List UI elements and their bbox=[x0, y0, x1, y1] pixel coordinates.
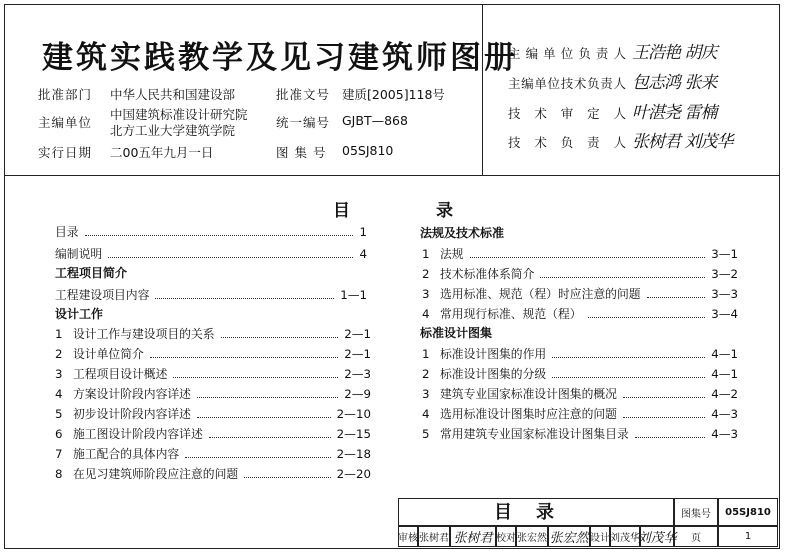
leader-dots bbox=[552, 377, 705, 378]
toc-entry-text: 常用现行标准、规范（程） bbox=[440, 307, 582, 321]
toc-entry-text: 法规 bbox=[440, 247, 464, 261]
toc-entry-text: 目录 bbox=[55, 225, 79, 239]
leader-dots bbox=[647, 297, 706, 298]
toc-entry-num: 4 bbox=[55, 387, 63, 401]
page-title: 建筑实践教学及见习建筑师图册 bbox=[42, 40, 518, 76]
signoff-label: 技术审定人 bbox=[508, 106, 626, 121]
toc-entry-num: 2 bbox=[422, 267, 430, 281]
signature: 王浩艳 胡庆 bbox=[632, 43, 717, 63]
atlas-value: 05SJ810 bbox=[718, 498, 778, 526]
toc-entry[interactable] bbox=[422, 365, 738, 382]
meta-value-editor-2: 北方工业大学建筑学院 bbox=[110, 123, 236, 138]
toc-section-heading: 法规及技术标准 bbox=[420, 226, 505, 240]
leader-dots bbox=[540, 277, 705, 278]
toc-entry[interactable] bbox=[55, 286, 367, 303]
design-label: 设计 bbox=[590, 526, 610, 547]
review-name: 张树君 bbox=[418, 526, 450, 547]
toc-section-heading: 工程项目简介 bbox=[55, 266, 128, 280]
leader-dots bbox=[155, 298, 334, 299]
leader-dots bbox=[244, 477, 331, 478]
toc-entry[interactable] bbox=[422, 285, 738, 302]
leader-dots bbox=[623, 417, 705, 418]
toc-heading-right: 录 bbox=[436, 201, 453, 221]
toc-entry-page: 1—1 bbox=[340, 288, 367, 302]
toc-entry-num: 3 bbox=[55, 367, 63, 381]
meta-label-editor: 主编单位 bbox=[38, 115, 93, 130]
signoff-label: 技术负责人 bbox=[508, 135, 626, 150]
signoff-row bbox=[508, 98, 716, 123]
leader-dots bbox=[108, 257, 353, 258]
signoff-row bbox=[508, 38, 716, 63]
leader-dots bbox=[470, 257, 706, 258]
signoff-label: 主编单位负责人 bbox=[508, 46, 626, 61]
toc-entry-page: 4—3 bbox=[711, 427, 738, 441]
meta-label-effective-date: 实行日期 bbox=[38, 145, 93, 160]
toc-entry-page: 3—2 bbox=[711, 267, 738, 281]
toc-entry-text: 施工图设计阶段内容详述 bbox=[73, 427, 203, 441]
meta-label-atlas-no: 图 集 号 bbox=[276, 145, 327, 160]
toc-entry-num: 6 bbox=[55, 427, 63, 441]
toc-entry-num: 8 bbox=[55, 467, 63, 481]
toc-entry-text: 在见习建筑师阶段应注意的问题 bbox=[73, 467, 239, 481]
review-label: 审核 bbox=[398, 526, 418, 547]
toc-entry-text: 标准设计图集的分级 bbox=[440, 367, 547, 381]
toc-entry-page: 4—2 bbox=[711, 387, 738, 401]
check-label: 校对 bbox=[496, 526, 516, 547]
toc-entry-num: 7 bbox=[55, 447, 63, 461]
check-signature: 张宏然 bbox=[548, 526, 590, 547]
title-block-title: 目录 bbox=[398, 498, 674, 526]
leader-dots bbox=[85, 235, 354, 236]
toc-entry-num: 4 bbox=[422, 307, 430, 321]
toc-entry-page: 3—4 bbox=[711, 307, 738, 321]
toc-entry-num: 3 bbox=[422, 287, 430, 301]
toc-entry-num: 4 bbox=[422, 407, 430, 421]
leader-dots bbox=[588, 317, 706, 318]
toc-entry-text: 标准设计图集的作用 bbox=[440, 347, 547, 361]
toc-entry[interactable] bbox=[55, 465, 371, 482]
toc-entry[interactable] bbox=[422, 385, 738, 402]
toc-entry-num: 1 bbox=[422, 247, 430, 261]
meta-value-approval-no: 建质[2005]118号 bbox=[342, 87, 445, 102]
toc-entry-text: 工程项目设计概述 bbox=[73, 367, 168, 381]
toc-entry[interactable] bbox=[422, 305, 738, 322]
toc-entry-num: 1 bbox=[55, 327, 63, 341]
toc-entry-page: 2—9 bbox=[344, 387, 371, 401]
leader-dots bbox=[209, 437, 331, 438]
toc-entry[interactable] bbox=[55, 365, 371, 382]
toc-entry-page: 2—1 bbox=[344, 327, 371, 341]
header-divider-vertical bbox=[482, 4, 483, 175]
toc-entry-text: 选用标准、规范（程）时应注意的问题 bbox=[440, 287, 641, 301]
toc-entry[interactable] bbox=[55, 325, 371, 342]
toc-entry-page: 1 bbox=[359, 225, 367, 239]
toc-entry-text: 施工配合的具体内容 bbox=[73, 447, 180, 461]
leader-dots bbox=[197, 397, 338, 398]
header-divider bbox=[4, 175, 779, 176]
meta-label-approval-no: 批准文号 bbox=[276, 87, 331, 102]
leader-dots bbox=[623, 397, 705, 398]
toc-entry[interactable] bbox=[55, 445, 371, 462]
toc-entry-page: 4 bbox=[359, 247, 367, 261]
toc-entry-text: 编制说明 bbox=[55, 247, 103, 261]
toc-entry[interactable] bbox=[55, 425, 371, 442]
leader-dots bbox=[221, 337, 339, 338]
toc-entry[interactable] bbox=[422, 265, 738, 282]
toc-entry-text: 初步设计阶段内容详述 bbox=[73, 407, 191, 421]
toc-entry-text: 设计工作与建设项目的关系 bbox=[73, 327, 215, 341]
toc-entry-text: 建筑专业国家标准设计图集的概况 bbox=[440, 387, 617, 401]
leader-dots bbox=[173, 377, 338, 378]
check-name: 张宏然 bbox=[516, 526, 548, 547]
toc-entry[interactable] bbox=[55, 245, 367, 262]
toc-entry-page: 2—1 bbox=[344, 347, 371, 361]
signature: 叶湛尧 雷楠 bbox=[632, 103, 717, 123]
design-signature: 刘茂华 bbox=[640, 526, 674, 547]
leader-dots bbox=[185, 457, 330, 458]
toc-entry[interactable] bbox=[55, 345, 371, 362]
leader-dots bbox=[635, 437, 705, 438]
review-signature: 张树君 bbox=[450, 526, 496, 547]
signature: 包志鸿 张来 bbox=[632, 73, 717, 93]
toc-entry-page: 4—3 bbox=[711, 407, 738, 421]
leader-dots bbox=[552, 357, 705, 358]
meta-value-effective-date: 二00五年九月一日 bbox=[110, 145, 214, 160]
toc-entry-page: 2—10 bbox=[336, 407, 371, 421]
toc-entry-page: 2—18 bbox=[336, 447, 371, 461]
toc-entry-text: 设计单位简介 bbox=[73, 347, 144, 361]
signature: 张树君 刘茂华 bbox=[632, 132, 733, 152]
toc-entry-page: 4—1 bbox=[711, 347, 738, 361]
meta-value-editor-1: 中国建筑标准设计研究院 bbox=[110, 107, 248, 122]
meta-value-unified-no: GJBT—868 bbox=[342, 113, 408, 128]
toc-entry[interactable] bbox=[55, 385, 371, 402]
toc-entry-page: 3—3 bbox=[711, 287, 738, 301]
toc-entry[interactable] bbox=[55, 405, 371, 422]
toc-entry[interactable] bbox=[422, 405, 738, 422]
toc-entry[interactable] bbox=[422, 425, 738, 442]
meta-value-approval-dept: 中华人民共和国建设部 bbox=[110, 87, 236, 102]
atlas-label: 图集号 bbox=[674, 498, 718, 526]
title-block bbox=[398, 498, 778, 547]
leader-dots bbox=[197, 417, 331, 418]
toc-entry[interactable] bbox=[422, 245, 738, 262]
toc-entry-page: 3—1 bbox=[711, 247, 738, 261]
page-value: 1 bbox=[718, 526, 778, 547]
toc-entry-num: 2 bbox=[422, 367, 430, 381]
toc-entry-text: 工程建设项目内容 bbox=[55, 288, 150, 302]
toc-section-heading: 标准设计图集 bbox=[420, 326, 493, 340]
meta-label-approval-dept: 批准部门 bbox=[38, 87, 93, 102]
signoff-row bbox=[508, 68, 716, 93]
meta-value-atlas-no: 05SJ810 bbox=[342, 143, 394, 158]
leader-dots bbox=[150, 357, 338, 358]
toc-entry-num: 3 bbox=[422, 387, 430, 401]
toc-entry-text: 方案设计阶段内容详述 bbox=[73, 387, 191, 401]
toc-entry-page: 4—1 bbox=[711, 367, 738, 381]
toc-entry-num: 1 bbox=[422, 347, 430, 361]
signoff-label: 主编单位技术负责人 bbox=[508, 76, 626, 91]
toc-entry-num: 5 bbox=[55, 407, 63, 421]
toc-section-heading: 设计工作 bbox=[55, 307, 104, 321]
toc-entry-text: 选用标准设计图集时应注意的问题 bbox=[440, 407, 617, 421]
toc-heading-left: 目 bbox=[333, 201, 350, 221]
meta-label-unified-no: 统一编号 bbox=[276, 115, 331, 130]
toc-entry[interactable] bbox=[422, 345, 738, 362]
toc-entry[interactable] bbox=[55, 223, 367, 240]
toc-entry-text: 常用建筑专业国家标准设计图集目录 bbox=[440, 427, 629, 441]
page-label: 页 bbox=[674, 526, 718, 547]
toc-entry-page: 2—15 bbox=[336, 427, 371, 441]
toc-entry-num: 5 bbox=[422, 427, 430, 441]
design-name: 刘茂华 bbox=[610, 526, 640, 547]
toc-entry-num: 2 bbox=[55, 347, 63, 361]
signoff-row bbox=[508, 127, 732, 152]
toc-entry-page: 2—3 bbox=[344, 367, 371, 381]
toc-entry-page: 2—20 bbox=[336, 467, 371, 481]
toc-entry-text: 技术标准体系简介 bbox=[440, 267, 535, 281]
